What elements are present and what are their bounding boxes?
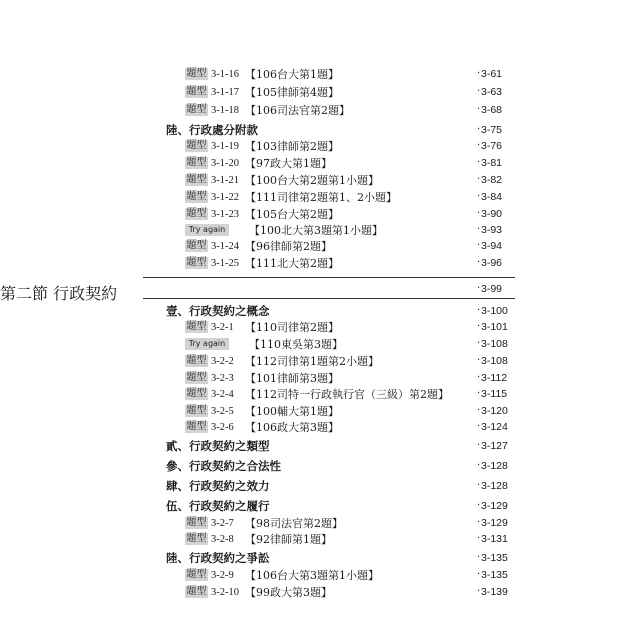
question-code: 3-1-16	[211, 69, 239, 80]
exam-source: 【99政大第3題】	[245, 586, 332, 599]
page-number: 3-127	[481, 440, 508, 452]
question-code: 3-2-10	[211, 587, 239, 598]
heading-title: 肆、行政契約之效力	[166, 479, 270, 493]
toc-question-entry	[0, 403, 640, 420]
heading-title: 伍、行政契約之履行	[166, 499, 270, 513]
page-number: 3-120	[481, 405, 508, 417]
question-type-badge: Try again	[185, 224, 229, 236]
toc-question-entry	[0, 386, 640, 403]
toc-question-entry	[0, 138, 640, 155]
question-type-badge: 題型	[186, 140, 207, 151]
toc-question-entry	[0, 238, 640, 255]
question-code: 3-2-8	[211, 534, 234, 545]
leader-dot: ·	[477, 305, 481, 316]
section-title: 第二節 行政契約	[0, 284, 118, 303]
page-number: 3-99	[481, 283, 503, 295]
exam-source: 【106政大第3題】	[245, 421, 339, 434]
toc-question-entry	[0, 189, 640, 206]
question-code: 3-1-25	[211, 258, 239, 269]
leader-dot: ·	[477, 460, 481, 471]
exam-source: 【112司特一行政執行官（三級）第2題】	[245, 388, 449, 401]
leader-dot: ·	[477, 224, 481, 235]
toc-section-entry	[0, 281, 640, 303]
question-code: 3-1-22	[211, 192, 239, 203]
question-type-badge: 題型	[186, 533, 207, 544]
leader-dot: ·	[477, 86, 481, 97]
question-type-badge: 題型	[186, 355, 207, 366]
question-type-badge: 題型	[186, 569, 207, 580]
exam-source: 【106司法官第2題】	[245, 104, 350, 117]
exam-source: 【100北大第3題第1小題】	[249, 224, 383, 237]
question-code: 3-2-4	[211, 389, 234, 400]
question-type-badge: 題型	[186, 405, 207, 416]
leader-dot: ·	[477, 68, 481, 79]
page-number: 3-100	[481, 305, 508, 317]
leader-dot: ·	[477, 157, 481, 168]
question-type-badge: 題型	[186, 421, 207, 432]
leader-dot: ·	[477, 208, 481, 219]
page-number: 3-128	[481, 480, 508, 492]
leader-dot: ·	[477, 124, 481, 135]
question-type-badge: 題型	[186, 174, 207, 185]
page-number: 3-131	[481, 533, 508, 545]
section-divider	[143, 298, 515, 299]
toc-question-entry	[0, 222, 640, 239]
toc-heading-entry	[0, 122, 640, 139]
exam-source: 【110司律第2題】	[245, 321, 339, 334]
page-number: 3-96	[481, 257, 503, 269]
question-type-badge: 題型	[186, 240, 207, 251]
exam-source: 【105律師第4題】	[245, 86, 339, 99]
question-code: 3-2-6	[211, 422, 234, 433]
question-code: 3-1-21	[211, 175, 239, 186]
question-code: 3-2-3	[211, 373, 234, 384]
page-number: 3-90	[481, 208, 503, 220]
question-code: 3-2-7	[211, 518, 234, 529]
question-type-badge: 題型	[186, 372, 207, 383]
question-code: 3-1-18	[211, 105, 239, 116]
question-code: 3-1-24	[211, 241, 239, 252]
leader-dot: ·	[477, 480, 481, 491]
page-number: 3-112	[481, 372, 508, 384]
toc-heading-entry	[0, 478, 640, 495]
page-number: 3-84	[481, 191, 503, 203]
leader-dot: ·	[477, 500, 481, 511]
page-number: 3-128	[481, 460, 508, 472]
page-number: 3-61	[481, 68, 503, 80]
page-number: 3-115	[481, 388, 508, 400]
question-type-badge: 題型	[186, 191, 207, 202]
exam-source: 【111司律第2題第1、2小題】	[245, 191, 397, 204]
exam-source: 【112司律第1題第2小題】	[245, 355, 379, 368]
heading-title: 參、行政契約之合法性	[166, 459, 281, 473]
toc-question-entry	[0, 84, 640, 101]
exam-source: 【103律師第2題】	[245, 140, 339, 153]
question-type-badge: 題型	[186, 157, 207, 168]
page-number: 3-135	[481, 552, 508, 564]
toc-heading-entry	[0, 458, 640, 475]
question-code: 3-2-5	[211, 406, 234, 417]
question-code: 3-2-2	[211, 356, 234, 367]
heading-title: 陸、行政契約之爭訟	[166, 551, 270, 565]
toc-question-entry	[0, 531, 640, 548]
toc-question-entry	[0, 172, 640, 189]
page-number: 3-129	[481, 500, 508, 512]
leader-dot: ·	[477, 533, 481, 544]
question-type-badge: 題型	[186, 104, 207, 115]
page-number: 3-63	[481, 86, 503, 98]
toc-question-entry	[0, 515, 640, 532]
toc-heading-entry	[0, 498, 640, 515]
leader-dot: ·	[477, 355, 481, 366]
leader-dot: ·	[477, 388, 481, 399]
exam-source: 【92律師第1題】	[245, 533, 332, 546]
question-code: 3-2-9	[211, 570, 234, 581]
leader-dot: ·	[477, 421, 481, 432]
toc-question-entry	[0, 102, 640, 119]
question-type-badge: 題型	[186, 388, 207, 399]
exam-source: 【105台大第2題】	[245, 208, 339, 221]
question-type-badge: 題型	[186, 517, 207, 528]
exam-source: 【96律師第2題】	[245, 240, 332, 253]
toc-question-entry	[0, 319, 640, 336]
leader-dot: ·	[477, 321, 481, 332]
toc-question-entry	[0, 336, 640, 353]
exam-source: 【101律師第3題】	[245, 372, 339, 385]
page-number: 3-76	[481, 140, 503, 152]
question-type-badge: 題型	[186, 321, 207, 332]
page-number: 3-93	[481, 224, 503, 236]
page-number: 3-68	[481, 104, 503, 116]
exam-source: 【100台大第2題第1小題】	[245, 174, 379, 187]
page-number: 3-82	[481, 174, 503, 186]
leader-dot: ·	[477, 440, 481, 451]
question-code: 3-1-17	[211, 87, 239, 98]
toc-heading-entry	[0, 550, 640, 567]
leader-dot: ·	[477, 405, 481, 416]
leader-dot: ·	[477, 257, 481, 268]
page-number: 3-124	[481, 421, 508, 433]
leader-dot: ·	[477, 104, 481, 115]
exam-source: 【110東吳第3題】	[249, 338, 343, 351]
exam-source: 【111北大第2題】	[245, 257, 339, 270]
toc-question-entry	[0, 66, 640, 83]
page-number: 3-81	[481, 157, 503, 169]
exam-source: 【97政大第1題】	[245, 157, 332, 170]
toc-question-entry	[0, 567, 640, 584]
toc-question-entry	[0, 584, 640, 601]
page-number: 3-129	[481, 517, 508, 529]
question-type-badge: Try again	[185, 338, 229, 350]
leader-dot: ·	[477, 586, 481, 597]
toc-question-entry	[0, 206, 640, 223]
toc-question-entry	[0, 370, 640, 387]
page-number: 3-135	[481, 569, 508, 581]
toc-heading-entry	[0, 303, 640, 320]
leader-dot: ·	[477, 338, 481, 349]
leader-dot: ·	[477, 283, 481, 294]
leader-dot: ·	[477, 372, 481, 383]
page-number: 3-75	[481, 124, 503, 136]
toc-question-entry	[0, 353, 640, 370]
leader-dot: ·	[477, 517, 481, 528]
leader-dot: ·	[477, 140, 481, 151]
toc-question-entry	[0, 419, 640, 436]
leader-dot: ·	[477, 191, 481, 202]
heading-title: 陸、行政處分附款	[166, 123, 258, 137]
page-number: 3-101	[481, 321, 508, 333]
toc-question-entry	[0, 255, 640, 272]
exam-source: 【98司法官第2題】	[245, 517, 343, 530]
question-type-badge: 題型	[186, 68, 207, 79]
heading-title: 壹、行政契約之概念	[166, 304, 270, 318]
exam-source: 【100輔大第1題】	[245, 405, 339, 418]
question-code: 3-1-20	[211, 158, 239, 169]
page-number: 3-108	[481, 355, 508, 367]
leader-dot: ·	[477, 240, 481, 251]
question-type-badge: 題型	[186, 257, 207, 268]
toc-heading-entry	[0, 438, 640, 455]
toc-question-entry	[0, 155, 640, 172]
exam-source: 【106台大第3題第1小題】	[245, 569, 379, 582]
question-type-badge: 題型	[186, 208, 207, 219]
page-number: 3-94	[481, 240, 503, 252]
heading-title: 貳、行政契約之類型	[166, 439, 270, 453]
question-code: 3-1-19	[211, 141, 239, 152]
question-type-badge: 題型	[186, 586, 207, 597]
exam-source: 【106台大第1題】	[245, 68, 339, 81]
leader-dot: ·	[477, 174, 481, 185]
section-divider	[143, 277, 515, 278]
question-code: 3-1-23	[211, 209, 239, 220]
page-number: 3-108	[481, 338, 508, 350]
page-number: 3-139	[481, 586, 508, 598]
question-code: 3-2-1	[211, 322, 234, 333]
leader-dot: ·	[477, 569, 481, 580]
question-type-badge: 題型	[186, 86, 207, 97]
leader-dot: ·	[477, 552, 481, 563]
